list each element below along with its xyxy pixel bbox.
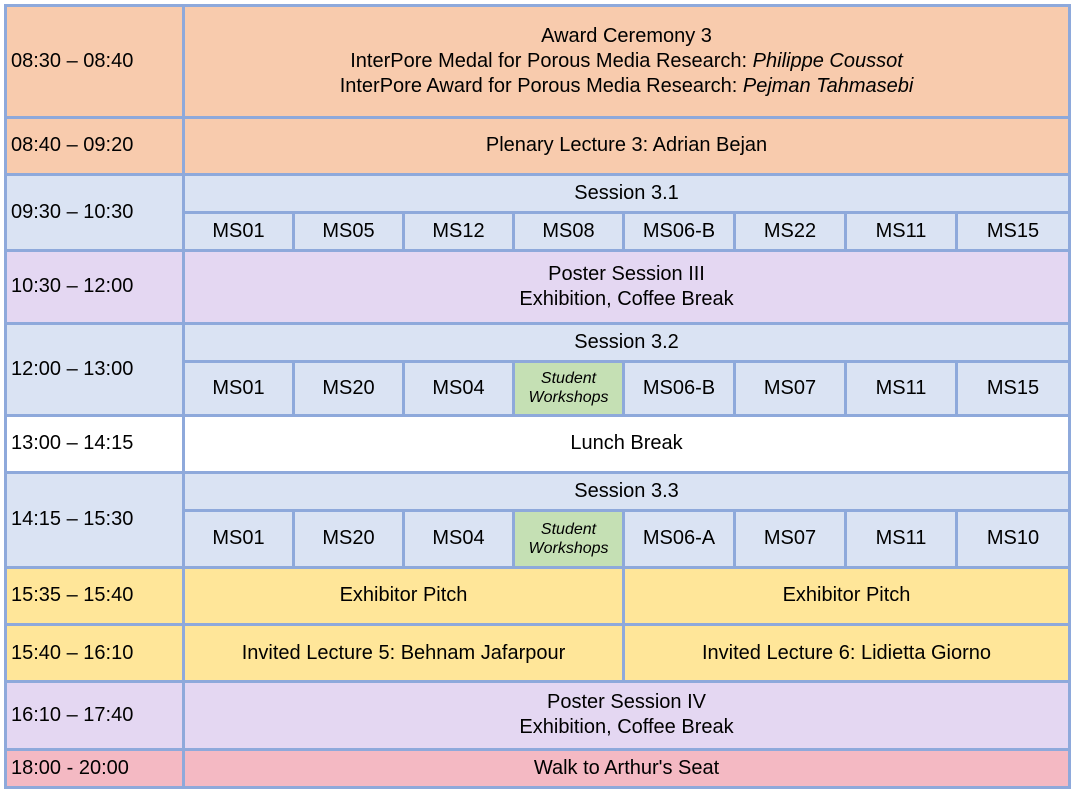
poster-session-title: Poster Session IV: [547, 691, 706, 714]
row-session-3-3-header: [6, 472, 1070, 510]
room-cell: MS05: [294, 213, 404, 250]
award-recipient: Pejman Tahmasebi: [742, 74, 914, 97]
medal-recipient: Philippe Coussot: [752, 49, 903, 72]
invited-lecture-6: Invited Lecture 6: Lidietta Giorno: [624, 624, 1070, 681]
student-workshops-cell: [514, 362, 624, 415]
exhibitor-pitch-right: Exhibitor Pitch: [624, 567, 1070, 624]
time-cell: 12:00 – 13:00: [6, 324, 184, 416]
row-invited-lectures: [6, 624, 1070, 681]
room-cell: MS12: [404, 213, 514, 250]
room-cell: MS15: [957, 362, 1070, 415]
award-ceremony-cell: [184, 6, 1070, 118]
row-session-3-1-header: [6, 175, 1070, 213]
room-cell: MS01: [184, 511, 294, 567]
time-cell: 08:40 – 09:20: [6, 117, 184, 174]
row-exhibitor-pitch: [6, 567, 1070, 624]
time-cell: 15:35 – 15:40: [6, 567, 184, 624]
room-cell: MS01: [184, 213, 294, 250]
poster-session-cell: [184, 250, 1070, 323]
row-poster-session-3: [6, 250, 1070, 323]
time-cell: 15:40 – 16:10: [6, 624, 184, 681]
poster-session-cell: [184, 682, 1070, 749]
session-title: Session 3.3: [184, 472, 1070, 510]
walk-cell: Walk to Arthur's Seat: [184, 749, 1070, 787]
time-cell: 13:00 – 14:15: [6, 415, 184, 472]
poster-session-subtitle: Exhibition, Coffee Break: [519, 716, 734, 739]
time-cell: 14:15 – 15:30: [6, 472, 184, 567]
workshop-label-line2: Workshops: [528, 539, 609, 557]
award-ceremony-title: Award Ceremony 3: [541, 24, 712, 47]
room-cell: MS11: [846, 213, 957, 250]
time-cell: 10:30 – 12:00: [6, 250, 184, 323]
row-walk: [6, 749, 1070, 787]
room-cell: MS10: [957, 511, 1070, 567]
room-cell: MS04: [404, 511, 514, 567]
student-workshops-cell: [514, 511, 624, 567]
room-cell: MS07: [735, 511, 846, 567]
poster-session-title: Poster Session III: [548, 262, 705, 285]
medal-line: [185, 49, 1068, 74]
room-cell: MS06-B: [624, 213, 735, 250]
room-cell: MS20: [294, 511, 404, 567]
row-poster-session-4: [6, 682, 1070, 749]
row-plenary: [6, 117, 1070, 174]
room-cell: MS01: [184, 362, 294, 415]
time-cell: 16:10 – 17:40: [6, 682, 184, 749]
room-cell: MS20: [294, 362, 404, 415]
workshop-label-line2: Workshops: [528, 389, 609, 407]
award-line: [185, 74, 1068, 99]
time-cell: 18:00 - 20:00: [6, 749, 184, 787]
award-label: InterPore Award for Porous Media Research:: [339, 74, 738, 97]
room-cell: MS06-A: [624, 511, 735, 567]
medal-label: InterPore Medal for Porous Media Research:: [350, 49, 748, 72]
session-title: Session 3.1: [184, 175, 1070, 213]
time-cell: 09:30 – 10:30: [6, 175, 184, 250]
lunch-break-cell: Lunch Break: [184, 415, 1070, 472]
poster-session-subtitle: Exhibition, Coffee Break: [519, 287, 734, 310]
room-cell: MS15: [957, 213, 1070, 250]
time-cell: 08:30 – 08:40: [6, 6, 184, 118]
room-cell: MS22: [735, 213, 846, 250]
room-cell: MS04: [404, 362, 514, 415]
room-cell: MS06-B: [624, 362, 735, 415]
room-cell: MS07: [735, 362, 846, 415]
session-title: Session 3.2: [184, 324, 1070, 362]
room-cell: MS11: [846, 362, 957, 415]
row-lunch-break: [6, 415, 1070, 472]
workshop-label-line1: Student: [540, 520, 597, 538]
plenary-lecture-cell: Plenary Lecture 3: Adrian Bejan: [184, 117, 1070, 174]
room-cell: MS11: [846, 511, 957, 567]
room-cell: MS08: [514, 213, 624, 250]
exhibitor-pitch-left: Exhibitor Pitch: [184, 567, 624, 624]
invited-lecture-5: Invited Lecture 5: Behnam Jafarpour: [184, 624, 624, 681]
row-award-ceremony: [6, 6, 1070, 118]
schedule-table: [4, 4, 1071, 789]
workshop-label-line1: Student: [540, 370, 597, 388]
row-session-3-2-header: [6, 324, 1070, 362]
